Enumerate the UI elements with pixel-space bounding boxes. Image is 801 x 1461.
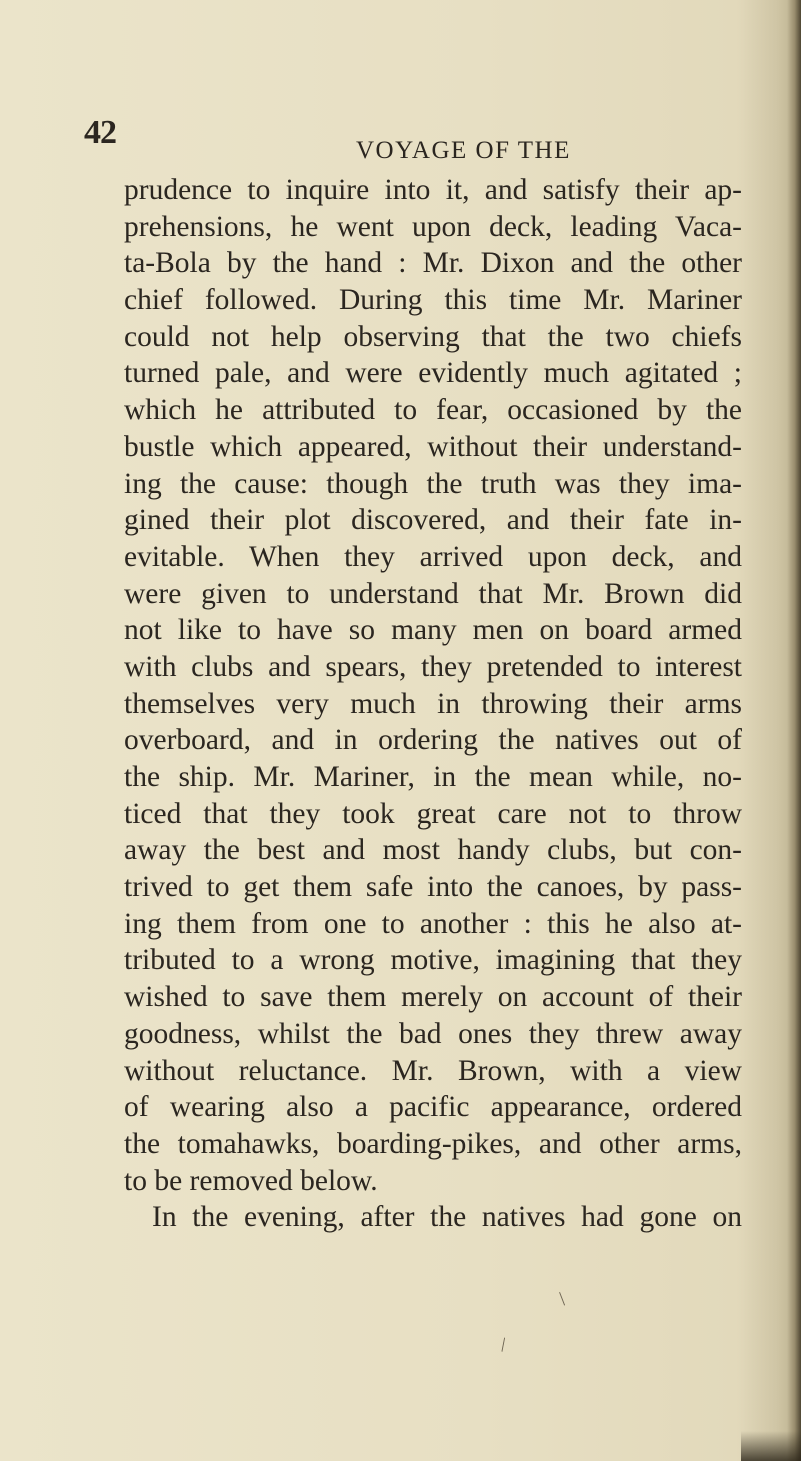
page-number: 42 bbox=[84, 114, 116, 151]
paragraph-start-line: In the evening, after the natives had gone on bbox=[152, 1201, 742, 1234]
text-line: chief followed. During this time Mr. Mariner bbox=[124, 284, 742, 317]
text-line: evitable. When they arrived upon deck, and bbox=[124, 540, 742, 573]
text-line: ta-Bola by the hand : Mr. Dixon and the other bbox=[124, 247, 742, 280]
text-line: could not help observing that the two chiefs bbox=[124, 320, 742, 353]
text-line: ing the cause: though the truth was they ima- bbox=[124, 467, 742, 500]
running-head: VOYAGE OF THE bbox=[356, 137, 571, 164]
text-line: themselves very much in throwing their arms bbox=[124, 687, 742, 720]
body-text bbox=[124, 172, 742, 1236]
text-line: without reluctance. Mr. Brown, with a view bbox=[124, 1054, 742, 1087]
text-line: which he attributed to fear, occasioned by the bbox=[124, 394, 742, 427]
text-line: ing them from one to another : this he also at- bbox=[124, 907, 742, 940]
text-line: prudence to inquire into it, and satisfy their ap- bbox=[124, 174, 742, 206]
text-line: turned pale, and were evidently much agitated ; bbox=[124, 357, 742, 390]
text-line: bustle which appeared, without their understand- bbox=[124, 430, 742, 463]
text-line: overboard, and in ordering the natives out of bbox=[124, 724, 742, 757]
text-line: goodness, whilst the bad ones they threw away bbox=[124, 1017, 742, 1050]
text-line: of wearing also a pacific appearance, ordered bbox=[124, 1091, 742, 1124]
text-line: not like to have so many men on board armed bbox=[124, 614, 742, 647]
text-line: tributed to a wrong motive, imagining that they bbox=[124, 944, 742, 977]
text-line: the ship. Mr. Mariner, in the mean while, no- bbox=[124, 761, 742, 793]
page-corner-shadow bbox=[741, 1431, 801, 1461]
text-line: trived to get them safe into the canoes, by pass- bbox=[124, 871, 742, 904]
text-line: gined their plot discovered, and their fate in- bbox=[124, 504, 742, 537]
page-edge-shadow bbox=[787, 0, 801, 1461]
paragraph-end-line: to be removed below. bbox=[124, 1164, 378, 1197]
text-line: prehensions, he went upon deck, leading Vaca- bbox=[124, 210, 742, 243]
text-line: were given to understand that Mr. Brown did bbox=[124, 577, 742, 610]
pencil-tick-icon: \ bbox=[495, 1334, 511, 1356]
text-line: away the best and most handy clubs, but con- bbox=[124, 834, 742, 867]
text-line: the tomahawks, boarding-pikes, and other arms, bbox=[124, 1127, 742, 1160]
text-line: wished to save them merely on account of their bbox=[124, 981, 742, 1014]
text-line: with clubs and spears, they pretended to interest bbox=[124, 650, 742, 683]
text-line: ticed that they took great care not to throw bbox=[124, 797, 742, 830]
pencil-mark-icon: / bbox=[553, 1288, 572, 1310]
